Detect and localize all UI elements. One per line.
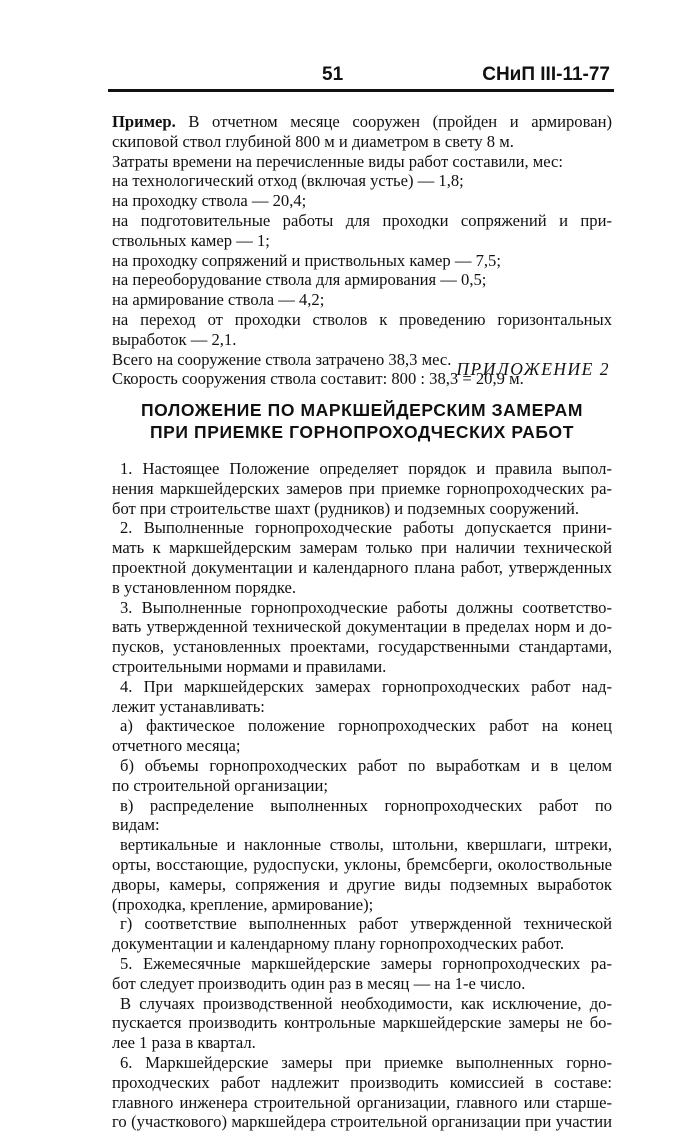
title-line-2: ПРИ ПРИЕМКЕ ГОРНОПРОХОДЧЕСКИХ РАБОТ <box>149 422 575 442</box>
example-line <box>112 171 612 191</box>
body-line: лее 1 раза в квартал. <box>112 1033 256 1053</box>
body-line: го (участкового) маркшейдера строительной организации при участии <box>112 1112 612 1132</box>
body-line: пусков, установленных проектами, государственными стандартами, <box>112 637 612 657</box>
body-line: строительными нормами и правилами. <box>112 656 387 676</box>
body-line: бот следует производить один раз в месяц — на 1-е число. <box>112 973 526 993</box>
body-line: 4. При маркшейдерских замерах горнопроходческих работ над- <box>120 676 612 696</box>
example-line-text: на переход от проходки стволов к проведению горизонтальных <box>112 309 612 329</box>
example-line <box>112 132 612 152</box>
example-line-text: Всего на сооружение ствола затрачено 38,3 мес. <box>112 349 452 369</box>
example-line-text: на армирование ствола — 4,2; <box>112 290 325 310</box>
example-line <box>112 231 612 251</box>
example-line-text: выработок — 2,1. <box>112 329 237 349</box>
example-line <box>112 251 612 271</box>
body-line: в установленном порядке. <box>112 577 297 597</box>
body-line: дворы, камеры, сопряжения и другие виды подземных выработок <box>112 874 612 894</box>
body-line: нения маркшейдерских замеров при приемке горнопроходческих ра- <box>112 478 612 498</box>
example-line <box>112 270 612 290</box>
example-line-text: на переоборудование ствола для армирования — 0,5; <box>112 270 487 290</box>
body-line: пускается производить контрольные маркшейдерские замеры не бо- <box>112 1013 612 1033</box>
appendix-label: ПРИЛОЖЕНИЕ 2 <box>456 359 610 379</box>
example-line <box>112 211 612 231</box>
section-title <box>112 399 612 443</box>
example-section <box>112 112 612 389</box>
body-line: бот при строительстве шахт (рудников) и подземных сооружений. <box>112 498 580 518</box>
example-line-text: на подготовительные работы для проходки сопряжений и при- <box>112 210 612 230</box>
example-line <box>112 112 612 132</box>
example-line-text: Затраты времени на перечисленные виды работ составили, мес: <box>112 151 564 171</box>
body-line: главного инженера строительной организации, главного или старше- <box>112 1092 612 1112</box>
page-number: 51 <box>322 64 344 85</box>
example-label: Пример. <box>112 112 176 131</box>
example-line-text: Скорость сооружения ствола составит: 800 : 38,3 = 20,9 м. <box>112 369 524 389</box>
example-line <box>112 330 612 350</box>
body-line: 1. Настоящее Положение определяет порядок и правила выпол- <box>120 459 612 478</box>
example-line-text: на технологический отход (включая устье) — 1,8; <box>112 171 464 191</box>
body-line: документации и календарному плану горнопроходческих работ. <box>112 934 565 954</box>
example-line <box>112 191 612 211</box>
example-line-text: ствольных камер — 1; <box>112 230 270 250</box>
body-line: проектной документации и календарного плана работ, утвержденных <box>112 557 612 577</box>
page-header <box>110 62 610 88</box>
body-line: (проходка, крепление, армирование); <box>112 894 374 914</box>
body-line: 6. Маркшейдерские замеры при приемке выполненных горно- <box>120 1052 612 1072</box>
example-line-text: на проходку сопряжений и приствольных камер — 7,5; <box>112 250 501 270</box>
example-line-text: скиповой ствол глубиной 800 м и диаметром в свету 8 м. <box>112 131 514 151</box>
body-line: б) объемы горнопроходческих работ по выработкам и в целом <box>120 755 612 775</box>
body-line: отчетного месяца; <box>112 736 241 756</box>
example-line <box>112 152 612 172</box>
example-line <box>112 290 612 310</box>
body-line: по строительной организации; <box>112 775 328 795</box>
body-line: в) распределение выполненных горнопроходческих работ по <box>120 795 612 815</box>
body-line: лежит устанавливать: <box>112 696 265 716</box>
body-line: орты, восстающие, рудоспуски, уклоны, бремсберги, околоствольные <box>112 854 612 874</box>
body-line: 2. Выполненные горнопроходческие работы допускается прини- <box>120 518 612 538</box>
body-line: видам: <box>112 815 160 835</box>
document-code: СНиП III-11-77 <box>482 64 610 85</box>
title-line-1: ПОЛОЖЕНИЕ ПО МАРКШЕЙДЕРСКИМ ЗАМЕРАМ <box>140 400 584 420</box>
body-line: вать утвержденной технической документации в пределах норм и до- <box>112 617 612 637</box>
body-line: а) фактическое положение горнопроходческих работ на конец <box>120 716 612 736</box>
example-line <box>112 310 612 330</box>
body-line: вертикальные и наклонные стволы, штольни, квершлаги, штреки, <box>120 835 612 855</box>
header-rule <box>108 89 614 92</box>
example-line-text: В отчетном месяце сооружен (пройден и армирован) <box>175 112 612 131</box>
example-line-text: на проходку ствола — 20,4; <box>112 191 307 211</box>
body-line: проходческих работ надлежит производить комиссией в составе: <box>112 1072 612 1092</box>
body-line: г) соответствие выполненных работ утвержденной технической <box>120 914 612 934</box>
regulation-body <box>112 459 612 1132</box>
body-line: 3. Выполненные горнопроходческие работы должны соответство- <box>120 597 612 617</box>
body-line: мать к маркшейдерским замерам только при наличии технической <box>112 538 612 558</box>
body-line: 5. Ежемесячные маркшейдерские замеры горнопроходческих ра- <box>120 953 612 973</box>
body-line: В случаях производственной необходимости, как исключение, до- <box>120 993 612 1013</box>
